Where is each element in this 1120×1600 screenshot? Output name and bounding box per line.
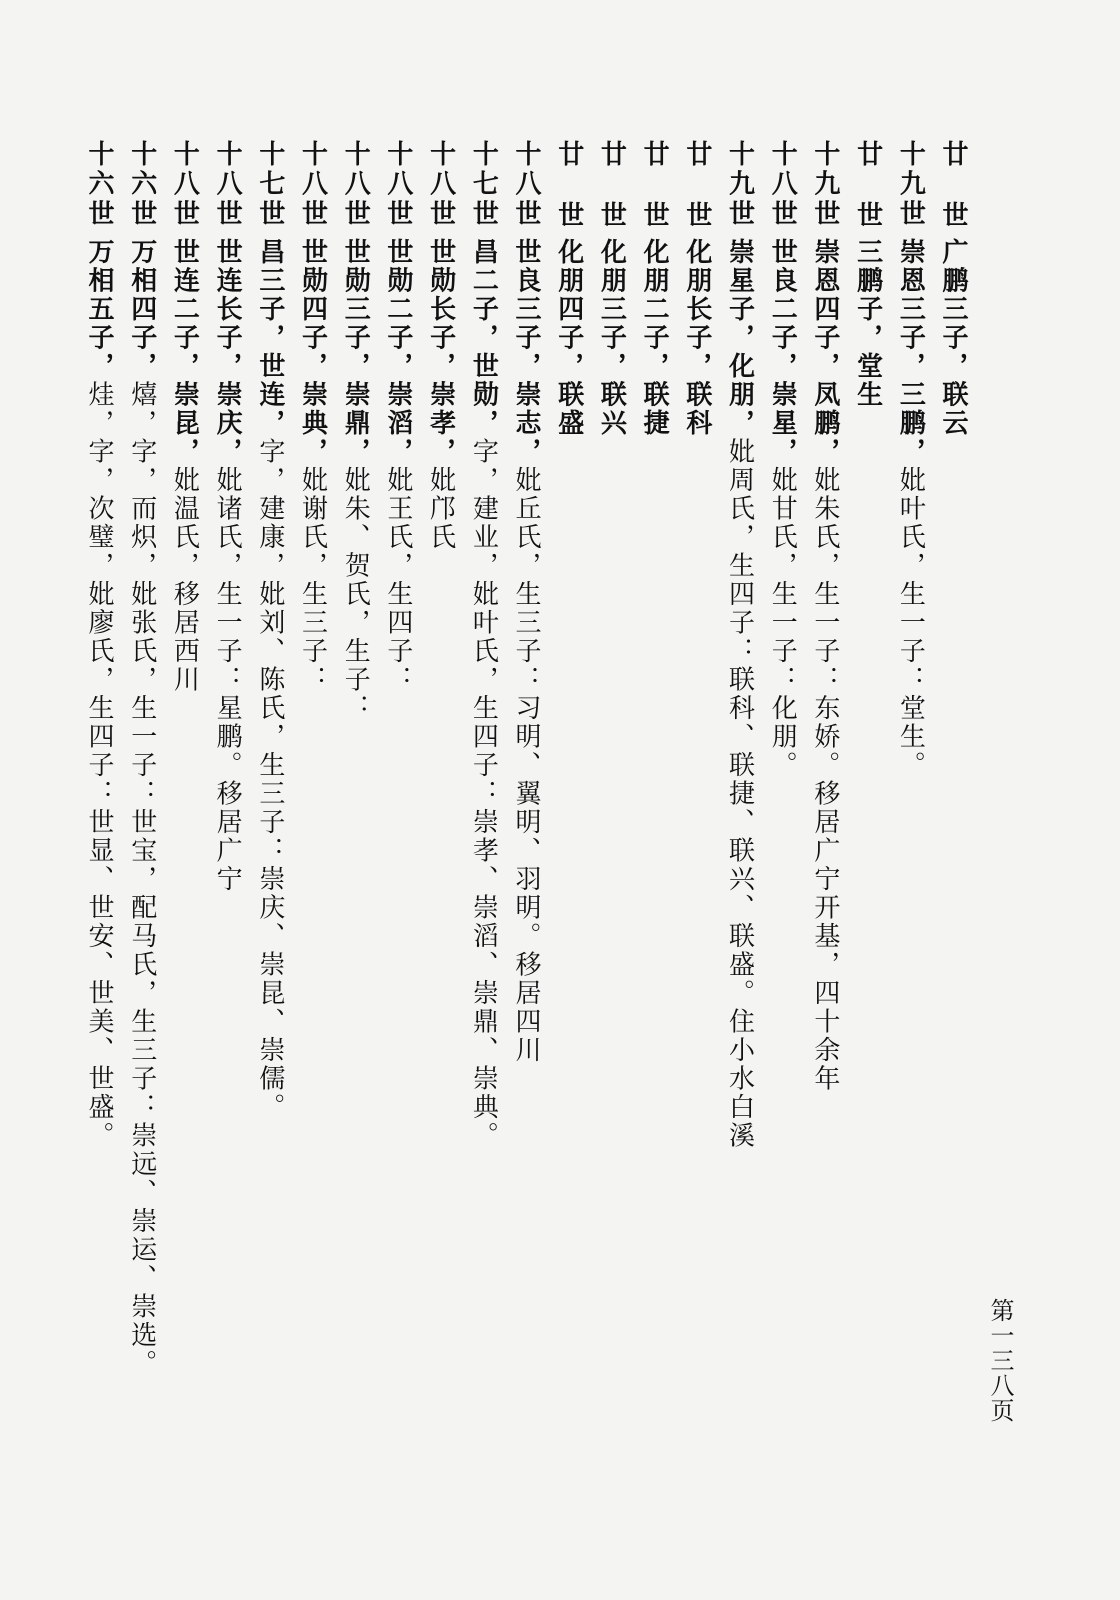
generation-label: 廿 世 <box>639 140 670 230</box>
person-name: 世勋二子，崇滔， <box>382 238 413 466</box>
generation-label: 十六世 <box>84 140 114 228</box>
generation-label: 十九世 <box>809 140 840 228</box>
person-name: 三鹏子，堂生 <box>852 238 883 409</box>
person-name: 昌三子，世连， <box>254 238 285 438</box>
genealogy-entry <box>253 140 287 1122</box>
page-number: 第一三八页 <box>986 1298 1014 1423</box>
generation-label: 廿 世 <box>553 140 584 230</box>
generation-label: 十八世 <box>212 140 243 228</box>
person-name: 崇恩四子，凤鹏， <box>809 238 840 466</box>
generation-label: 廿 世 <box>596 140 627 230</box>
generation-label: 廿 世 <box>852 140 883 230</box>
entry-details: 妣朱、贺氏，生子： <box>340 466 371 723</box>
genealogy-entry <box>723 140 757 1150</box>
entry-details: 字，建业，妣叶氏，生四子：崇孝、崇滔、崇鼎、崇典。 <box>468 437 499 1150</box>
person-name: 世勋三子，崇鼎， <box>340 238 371 466</box>
genealogy-entry <box>125 140 159 1378</box>
entry-details: 熺，字，而炽，妣张氏，生一子：世宝，配马氏，生三子：崇远、崇运、崇选。 <box>126 380 157 1378</box>
generation-label: 十六世 <box>126 140 157 228</box>
genealogy-entry <box>552 140 586 438</box>
person-name: 世连二子，崇昆， <box>169 238 200 466</box>
person-name: 化朋长子，联科 <box>681 238 712 438</box>
genealogy-entry <box>594 140 628 438</box>
person-name: 世良二子，崇星， <box>767 238 798 466</box>
person-name: 昌二子，世勋， <box>468 238 499 438</box>
genealogy-entry <box>466 140 500 1150</box>
person-name: 化朋二子，联捷 <box>639 238 670 438</box>
genealogy-entry <box>765 140 799 780</box>
person-name: 世勋四子，崇典， <box>297 238 328 466</box>
generation-label: 廿 世 <box>938 140 968 230</box>
genealogy-entry <box>808 140 842 1093</box>
generation-label: 十九世 <box>895 140 926 228</box>
generation-label: 十八世 <box>340 140 371 228</box>
genealogy-entry <box>509 140 543 1065</box>
genealogy-entry <box>851 140 885 409</box>
person-name: 化朋三子，联兴 <box>596 238 627 438</box>
person-name: 世连长子，崇庆， <box>212 238 243 466</box>
generation-label: 十八世 <box>297 140 328 228</box>
generation-label: 十八世 <box>511 140 541 228</box>
generation-label: 十八世 <box>382 140 413 228</box>
person-name: 崇恩三子，三鹏， <box>895 238 926 466</box>
person-name: 化朋四子，联盛 <box>553 238 584 438</box>
person-name: 崇星子，化朋， <box>724 238 755 438</box>
entry-details: 妣谢氏，生三子： <box>297 466 328 694</box>
genealogy-entry <box>338 140 372 723</box>
person-name: 广鹏三子，联云 <box>938 238 968 438</box>
entry-details: 妣甘氏，生一子：化朋。 <box>767 466 798 780</box>
generation-label: 十八世 <box>425 140 456 228</box>
entry-details: 妣诸氏，生一子：星鹏。移居广宁 <box>212 466 243 894</box>
genealogy-entry <box>936 140 970 438</box>
person-name: 万相四子， <box>126 238 157 381</box>
generation-label: 十七世 <box>468 140 499 228</box>
entry-details: 妣丘氏，生三子：习明、翼明、羽明。移居四川 <box>511 466 541 1065</box>
entry-details: 妣王氏，生四子： <box>382 466 413 694</box>
entry-details: 烓，字，次璧，妣廖氏，生四子：世显、世安、世美、世盛。 <box>84 380 114 1150</box>
genealogy-entry <box>82 140 116 1150</box>
entry-details: 字，建康，妣刘、陈氏，生三子：崇庆、崇昆、崇儒。 <box>254 437 285 1122</box>
generation-label: 十七世 <box>254 140 285 228</box>
entry-details: 妣周氏，生四子：联科、联捷、联兴、联盛。住小水白溪 <box>724 437 755 1150</box>
entry-details: 妣邝氏 <box>425 466 456 552</box>
person-name: 世良三子，崇志， <box>511 238 541 466</box>
person-name: 万相五子， <box>84 238 114 381</box>
genealogy-entry <box>893 140 927 780</box>
genealogy-entry <box>424 140 458 552</box>
generation-label: 廿 世 <box>681 140 712 230</box>
generation-label: 十九世 <box>724 140 755 228</box>
entry-details: 妣温氏，移居西川 <box>169 466 200 694</box>
genealogy-entry <box>637 140 671 438</box>
entry-details: 妣叶氏，生一子：堂生。 <box>895 466 926 780</box>
generation-label: 十八世 <box>169 140 200 228</box>
genealogy-entry <box>381 140 415 694</box>
genealogy-entry <box>210 140 244 894</box>
genealogy-entry <box>167 140 201 694</box>
genealogy-entry <box>680 140 714 438</box>
entry-details: 妣朱氏，生一子：东娇。移居广宁开基，四十余年 <box>809 466 840 1093</box>
genealogy-entry <box>296 140 330 694</box>
generation-label: 十八世 <box>767 140 798 228</box>
person-name: 世勋长子，崇孝， <box>425 238 456 466</box>
